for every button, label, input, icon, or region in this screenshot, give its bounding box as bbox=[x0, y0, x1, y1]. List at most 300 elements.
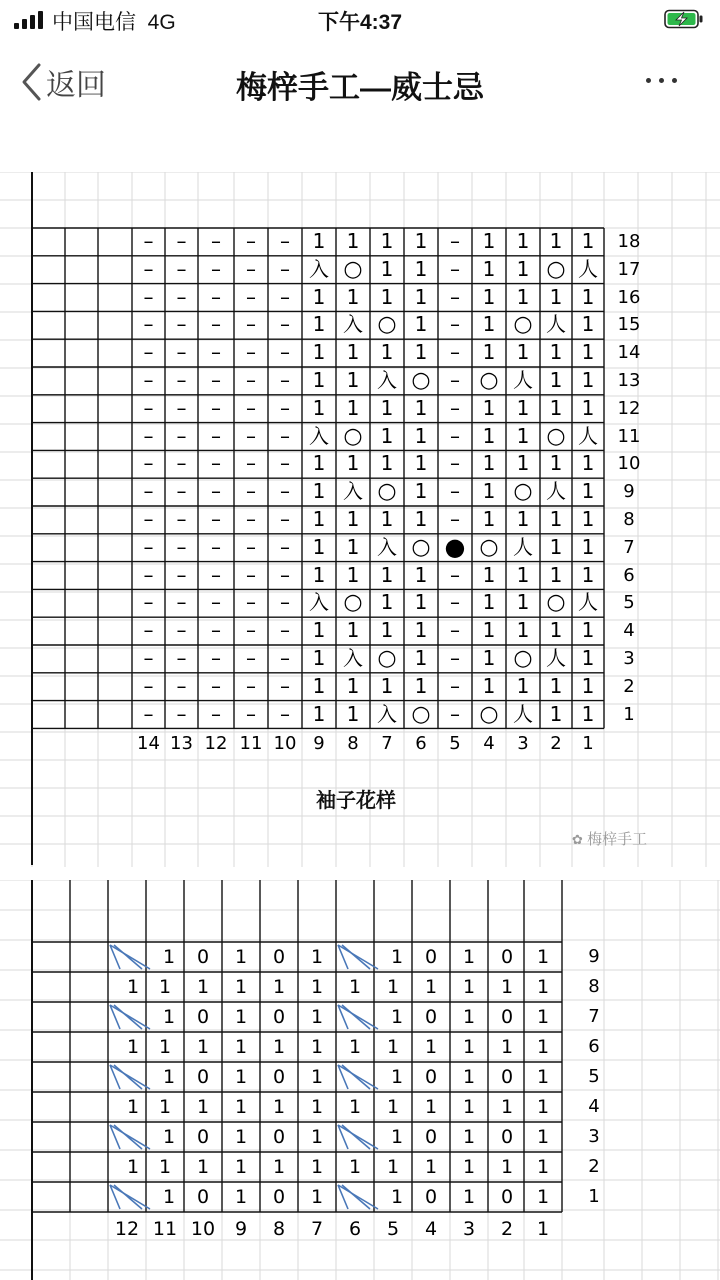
watermark bbox=[572, 828, 647, 849]
purl-symbol: – bbox=[176, 423, 187, 448]
knit-symbol: 1 bbox=[536, 1186, 550, 1208]
purl-symbol: – bbox=[211, 451, 221, 476]
row-number: 3 bbox=[623, 648, 635, 669]
column-number: 1 bbox=[536, 1218, 550, 1240]
purl-symbol: – bbox=[176, 368, 187, 392]
knit-symbol: 1 bbox=[581, 368, 595, 392]
knit-symbol: 1 bbox=[482, 312, 496, 337]
knit-symbol: 1 bbox=[310, 1036, 324, 1058]
back-label: 返回 bbox=[46, 69, 106, 102]
knit-symbol: 1 bbox=[549, 562, 563, 587]
knit-symbol: 1 bbox=[346, 451, 360, 476]
cable-cross-symbol bbox=[110, 1125, 150, 1149]
knit-symbol: 1 bbox=[581, 340, 595, 365]
knit-symbol: 1 bbox=[380, 284, 394, 309]
purl-symbol: – bbox=[280, 479, 290, 504]
purl-symbol: – bbox=[450, 590, 460, 615]
column-number: 14 bbox=[137, 733, 160, 755]
knit-symbol: 1 bbox=[158, 976, 172, 998]
knit-symbol: 1 bbox=[310, 1066, 324, 1088]
purl-symbol: – bbox=[143, 229, 154, 253]
decrease-symbol: 人 bbox=[513, 534, 533, 559]
knit-symbol: 1 bbox=[482, 284, 496, 309]
column-number: 9 bbox=[313, 733, 325, 755]
page-title: 梅梓手工—威士忌 bbox=[236, 70, 484, 105]
decrease-symbol: 入 bbox=[309, 423, 329, 448]
decrease-symbol: 人 bbox=[578, 256, 598, 281]
knit-symbol: 1 bbox=[390, 1186, 404, 1208]
purl-symbol: – bbox=[246, 451, 256, 476]
knit-symbol: 1 bbox=[310, 1006, 324, 1028]
knit-symbol: 1 bbox=[158, 1156, 172, 1178]
row-number: 8 bbox=[623, 509, 635, 530]
purl-symbol: 0 bbox=[196, 1006, 210, 1028]
knit-symbol: 1 bbox=[162, 1126, 176, 1148]
knit-symbol: 1 bbox=[414, 395, 428, 420]
knit-symbol: 1 bbox=[310, 1186, 324, 1208]
knit-symbol: 1 bbox=[162, 1006, 176, 1028]
knit-symbol: 1 bbox=[462, 1096, 476, 1118]
purl-symbol: – bbox=[211, 284, 221, 309]
knit-symbol: 1 bbox=[234, 1006, 248, 1028]
purl-symbol: – bbox=[211, 507, 221, 531]
knit-symbol: 1 bbox=[346, 534, 360, 559]
yarn-over-symbol: ○ bbox=[343, 423, 363, 449]
purl-symbol: – bbox=[211, 256, 221, 281]
knit-symbol: 1 bbox=[380, 423, 394, 448]
knit-symbol: 1 bbox=[414, 284, 428, 309]
column-number: 6 bbox=[348, 1218, 362, 1240]
knit-symbol: 1 bbox=[196, 1036, 210, 1058]
yarn-over-symbol: ○ bbox=[343, 590, 363, 616]
knit-symbol: 1 bbox=[581, 479, 595, 504]
knit-symbol: 1 bbox=[234, 1066, 248, 1088]
purl-symbol: – bbox=[246, 284, 256, 309]
decrease-symbol: 人 bbox=[578, 423, 598, 448]
row-number: 9 bbox=[588, 946, 600, 967]
purl-symbol: – bbox=[143, 646, 154, 670]
purl-symbol: – bbox=[280, 229, 290, 253]
purl-symbol: – bbox=[246, 479, 256, 504]
knit-symbol: 1 bbox=[482, 340, 496, 365]
decrease-symbol: 人 bbox=[546, 312, 566, 337]
cable-cross-symbol bbox=[110, 945, 150, 969]
knit-symbol: 1 bbox=[346, 701, 360, 726]
knit-symbol: 1 bbox=[516, 229, 530, 253]
knit-symbol: 1 bbox=[312, 340, 326, 365]
purl-symbol: – bbox=[143, 507, 154, 531]
purl-symbol: – bbox=[280, 562, 290, 587]
purl-symbol: – bbox=[450, 395, 460, 420]
knit-symbol: 1 bbox=[549, 368, 563, 392]
knit-symbol: 1 bbox=[312, 229, 326, 253]
knit-symbol: 1 bbox=[234, 1096, 248, 1118]
row-number: 15 bbox=[617, 314, 641, 336]
purl-symbol: 0 bbox=[196, 1186, 210, 1208]
knit-symbol: 1 bbox=[482, 256, 496, 281]
knit-symbol: 1 bbox=[516, 618, 530, 643]
knit-symbol: 1 bbox=[380, 229, 394, 253]
purl-symbol: – bbox=[280, 618, 290, 643]
knit-symbol: 1 bbox=[500, 1036, 514, 1058]
purl-symbol: – bbox=[143, 562, 154, 587]
knit-symbol: 1 bbox=[346, 673, 360, 698]
knit-symbol: 1 bbox=[312, 673, 326, 698]
decrease-symbol: 人 bbox=[578, 590, 598, 615]
knit-symbol: 1 bbox=[482, 646, 496, 670]
purl-symbol: – bbox=[246, 562, 256, 587]
purl-symbol: – bbox=[450, 673, 460, 698]
row-number: 4 bbox=[623, 620, 635, 642]
yarn-over-symbol: ○ bbox=[546, 423, 566, 449]
knit-symbol: 1 bbox=[380, 256, 394, 281]
decrease-symbol: 入 bbox=[343, 646, 363, 670]
column-number: 10 bbox=[273, 733, 297, 755]
purl-symbol: – bbox=[143, 479, 154, 504]
knit-symbol: 1 bbox=[312, 451, 326, 476]
purl-symbol: – bbox=[176, 340, 187, 365]
purl-symbol: 0 bbox=[272, 1066, 286, 1088]
more-dots-icon[interactable] bbox=[640, 66, 684, 96]
knit-symbol: 1 bbox=[312, 395, 326, 420]
knit-symbol: 1 bbox=[312, 507, 326, 531]
yarn-over-symbol: ○ bbox=[513, 646, 533, 671]
purl-symbol: 0 bbox=[196, 1126, 210, 1148]
purl-symbol: – bbox=[280, 451, 290, 476]
knit-symbol: 1 bbox=[348, 1096, 362, 1118]
knit-symbol: 1 bbox=[462, 1186, 476, 1208]
battery-charging-icon bbox=[664, 9, 704, 29]
knit-symbol: 1 bbox=[424, 1156, 438, 1178]
row-number: 5 bbox=[623, 592, 635, 614]
purl-symbol: – bbox=[143, 284, 154, 309]
purl-symbol: – bbox=[280, 340, 290, 365]
yarn-over-symbol: ○ bbox=[411, 701, 431, 727]
row-number: 11 bbox=[617, 425, 641, 447]
decrease-symbol: 入 bbox=[377, 368, 397, 392]
purl-symbol: – bbox=[450, 340, 460, 365]
column-number: 3 bbox=[462, 1218, 476, 1240]
purl-symbol: – bbox=[176, 590, 187, 615]
knit-symbol: 1 bbox=[549, 534, 563, 559]
knit-symbol: 1 bbox=[581, 507, 595, 531]
knit-symbol: 1 bbox=[549, 340, 563, 365]
knit-symbol: 1 bbox=[126, 1096, 140, 1118]
row-number: 7 bbox=[588, 1006, 600, 1027]
yarn-over-symbol: ○ bbox=[411, 368, 431, 393]
purl-symbol: – bbox=[246, 395, 256, 420]
purl-symbol: 0 bbox=[500, 1066, 514, 1088]
knit-symbol: 1 bbox=[234, 1126, 248, 1148]
knit-symbol: 1 bbox=[346, 340, 360, 365]
column-number: 12 bbox=[114, 1218, 140, 1240]
purl-symbol: – bbox=[176, 507, 187, 531]
purl-symbol: – bbox=[246, 312, 256, 337]
cable-cross-symbol bbox=[338, 1185, 378, 1209]
knit-symbol: 1 bbox=[581, 451, 595, 476]
purl-symbol: – bbox=[143, 618, 154, 643]
knit-symbol: 1 bbox=[536, 1036, 550, 1058]
knit-symbol: 1 bbox=[424, 1096, 438, 1118]
knit-symbol: 1 bbox=[516, 590, 530, 615]
purl-symbol: – bbox=[143, 701, 154, 726]
decrease-symbol: 入 bbox=[309, 590, 329, 615]
knit-symbol: 1 bbox=[414, 256, 428, 281]
yarn-over-symbol: ○ bbox=[411, 534, 431, 560]
knit-symbol: 1 bbox=[516, 423, 530, 448]
yarn-over-symbol: ○ bbox=[479, 701, 499, 727]
purl-symbol: – bbox=[280, 646, 290, 670]
knit-symbol: 1 bbox=[581, 562, 595, 587]
purl-symbol: – bbox=[211, 229, 221, 253]
bobble-symbol: ● bbox=[444, 532, 466, 561]
knit-symbol: 1 bbox=[482, 395, 496, 420]
knit-symbol: 1 bbox=[581, 646, 595, 670]
knit-symbol: 1 bbox=[424, 1036, 438, 1058]
knit-symbol: 1 bbox=[126, 976, 140, 998]
knit-symbol: 1 bbox=[312, 368, 326, 392]
yarn-over-symbol: ○ bbox=[546, 590, 566, 616]
knit-symbol: 1 bbox=[581, 673, 595, 698]
decrease-symbol: 人 bbox=[546, 646, 566, 670]
knit-symbol: 1 bbox=[500, 1156, 514, 1178]
column-number: 8 bbox=[272, 1218, 286, 1240]
decrease-symbol: 人 bbox=[546, 479, 566, 504]
knit-symbol: 1 bbox=[312, 284, 326, 309]
yarn-over-symbol: ○ bbox=[513, 312, 533, 338]
purl-symbol: – bbox=[450, 562, 460, 587]
knit-symbol: 1 bbox=[390, 1066, 404, 1088]
knit-symbol: 1 bbox=[581, 312, 595, 337]
knit-symbol: 1 bbox=[516, 284, 530, 309]
purl-symbol: – bbox=[211, 562, 221, 587]
knit-symbol: 1 bbox=[234, 1036, 248, 1058]
purl-symbol: 0 bbox=[424, 1126, 438, 1148]
yarn-over-symbol: ○ bbox=[479, 534, 499, 560]
knit-symbol: 1 bbox=[516, 673, 530, 698]
knit-symbol: 1 bbox=[482, 562, 496, 587]
purl-symbol: 0 bbox=[424, 946, 438, 968]
purl-symbol: – bbox=[176, 701, 187, 726]
knit-symbol: 1 bbox=[234, 1186, 248, 1208]
column-number: 4 bbox=[483, 733, 495, 755]
knit-symbol: 1 bbox=[386, 976, 400, 998]
purl-symbol: 0 bbox=[424, 1006, 438, 1028]
decrease-symbol: 人 bbox=[513, 368, 533, 392]
purl-symbol: – bbox=[211, 312, 221, 337]
knit-symbol: 1 bbox=[414, 229, 428, 253]
purl-symbol: 0 bbox=[500, 1126, 514, 1148]
knit-symbol: 1 bbox=[312, 479, 326, 504]
column-number: 7 bbox=[310, 1218, 324, 1240]
knit-symbol: 1 bbox=[346, 562, 360, 587]
knit-symbol: 1 bbox=[516, 340, 530, 365]
knit-symbol: 1 bbox=[462, 976, 476, 998]
purl-symbol: – bbox=[211, 340, 221, 365]
knit-symbol: 1 bbox=[158, 1036, 172, 1058]
knit-symbol: 1 bbox=[414, 618, 428, 643]
cable-cross-symbol bbox=[110, 1185, 150, 1209]
purl-symbol: – bbox=[450, 312, 460, 337]
purl-symbol: – bbox=[280, 534, 290, 559]
knit-symbol: 1 bbox=[549, 618, 563, 643]
knit-symbol: 1 bbox=[536, 976, 550, 998]
knit-symbol: 1 bbox=[346, 229, 360, 253]
knit-symbol: 1 bbox=[549, 451, 563, 476]
purl-symbol: – bbox=[450, 646, 460, 670]
knit-symbol: 1 bbox=[126, 1036, 140, 1058]
column-number: 11 bbox=[239, 733, 263, 755]
purl-symbol: 0 bbox=[272, 1186, 286, 1208]
knit-symbol: 1 bbox=[272, 1156, 286, 1178]
knit-symbol: 1 bbox=[196, 1096, 210, 1118]
purl-symbol: – bbox=[211, 423, 221, 448]
knit-symbol: 1 bbox=[380, 673, 394, 698]
column-number: 9 bbox=[234, 1218, 248, 1240]
column-number: 5 bbox=[449, 733, 461, 755]
purl-symbol: – bbox=[211, 646, 221, 670]
knit-symbol: 1 bbox=[549, 701, 563, 726]
knit-symbol: 1 bbox=[346, 368, 360, 392]
row-number: 1 bbox=[623, 703, 635, 725]
purl-symbol: – bbox=[176, 646, 187, 670]
knit-symbol: 1 bbox=[581, 534, 595, 559]
yarn-over-symbol: ○ bbox=[377, 479, 397, 505]
knit-symbol: 1 bbox=[536, 1126, 550, 1148]
knit-symbol: 1 bbox=[516, 451, 530, 476]
purl-symbol: – bbox=[280, 256, 290, 281]
knit-symbol: 1 bbox=[414, 423, 428, 448]
nav-bar bbox=[0, 40, 720, 124]
knit-symbol: 1 bbox=[581, 701, 595, 726]
knit-symbol: 1 bbox=[386, 1156, 400, 1178]
decrease-symbol: 入 bbox=[309, 256, 329, 281]
knit-symbol: 1 bbox=[549, 395, 563, 420]
knit-symbol: 1 bbox=[581, 395, 595, 420]
column-number: 5 bbox=[386, 1218, 400, 1240]
row-number: 4 bbox=[588, 1096, 600, 1117]
knit-symbol: 1 bbox=[162, 946, 176, 968]
row-number: 5 bbox=[588, 1066, 600, 1087]
purl-symbol: – bbox=[176, 479, 187, 504]
knit-symbol: 1 bbox=[380, 590, 394, 615]
row-number: 6 bbox=[623, 564, 635, 586]
purl-symbol: – bbox=[246, 534, 256, 559]
purl-symbol: – bbox=[176, 673, 187, 698]
knit-symbol: 1 bbox=[462, 1066, 476, 1088]
purl-symbol: 0 bbox=[196, 1066, 210, 1088]
purl-symbol: – bbox=[246, 673, 256, 698]
knit-symbol: 1 bbox=[536, 1066, 550, 1088]
purl-symbol: – bbox=[450, 368, 460, 392]
purl-symbol: – bbox=[211, 673, 221, 698]
column-number: 7 bbox=[381, 733, 393, 755]
cable-cross-symbol bbox=[110, 1005, 150, 1029]
purl-symbol: 0 bbox=[500, 1186, 514, 1208]
purl-symbol: – bbox=[280, 368, 290, 392]
row-number: 2 bbox=[623, 675, 635, 697]
purl-symbol: – bbox=[143, 256, 154, 281]
knit-symbol: 1 bbox=[380, 507, 394, 531]
knit-symbol: 1 bbox=[312, 701, 326, 726]
knit-symbol: 1 bbox=[536, 1156, 550, 1178]
knit-symbol: 1 bbox=[462, 1006, 476, 1028]
column-number: 11 bbox=[152, 1218, 178, 1240]
watermark-text: 梅梓手工 bbox=[587, 831, 648, 848]
knit-symbol: 1 bbox=[414, 590, 428, 615]
purl-symbol: – bbox=[143, 451, 154, 476]
column-number: 13 bbox=[170, 733, 193, 755]
knit-symbol: 1 bbox=[162, 1066, 176, 1088]
purl-symbol: – bbox=[246, 507, 256, 531]
knit-symbol: 1 bbox=[390, 946, 404, 968]
knit-symbol: 1 bbox=[126, 1156, 140, 1178]
knit-symbol: 1 bbox=[310, 1126, 324, 1148]
knit-symbol: 1 bbox=[536, 946, 550, 968]
purl-symbol: – bbox=[143, 368, 154, 392]
row-number: 8 bbox=[588, 976, 600, 997]
knit-symbol: 1 bbox=[414, 479, 428, 504]
purl-symbol: – bbox=[450, 284, 460, 309]
knit-symbol: 1 bbox=[482, 507, 496, 531]
decrease-symbol: 入 bbox=[377, 534, 397, 559]
row-number: 18 bbox=[617, 231, 641, 252]
knit-symbol: 1 bbox=[348, 976, 362, 998]
cable-cross-symbol bbox=[338, 945, 378, 969]
purl-symbol: – bbox=[211, 618, 221, 643]
knit-symbol: 1 bbox=[310, 946, 324, 968]
row-number: 13 bbox=[617, 370, 641, 391]
purl-symbol: – bbox=[280, 284, 290, 309]
knit-symbol: 1 bbox=[386, 1036, 400, 1058]
row-number: 3 bbox=[588, 1126, 600, 1147]
purl-symbol: – bbox=[143, 534, 154, 559]
knit-symbol: 1 bbox=[516, 562, 530, 587]
purl-symbol: 0 bbox=[272, 946, 286, 968]
purl-symbol: – bbox=[176, 395, 187, 420]
purl-symbol: 0 bbox=[196, 946, 210, 968]
purl-symbol: – bbox=[450, 507, 460, 531]
row-number: 10 bbox=[617, 453, 641, 475]
row-number: 14 bbox=[617, 342, 641, 364]
purl-symbol: – bbox=[246, 646, 256, 670]
cable-cross-symbol bbox=[110, 1065, 150, 1089]
knit-symbol: 1 bbox=[312, 534, 326, 559]
purl-symbol: – bbox=[246, 229, 256, 253]
network-type: 4G bbox=[147, 11, 176, 34]
purl-symbol: – bbox=[143, 423, 154, 448]
knit-symbol: 1 bbox=[414, 312, 428, 337]
knit-symbol: 1 bbox=[196, 976, 210, 998]
purl-symbol: – bbox=[176, 229, 187, 253]
knit-symbol: 1 bbox=[516, 507, 530, 531]
purl-symbol: 0 bbox=[424, 1186, 438, 1208]
knit-symbol: 1 bbox=[346, 507, 360, 531]
status-bar bbox=[0, 0, 720, 40]
knit-symbol: 1 bbox=[536, 1096, 550, 1118]
knit-symbol: 1 bbox=[414, 451, 428, 476]
knit-symbol: 1 bbox=[310, 976, 324, 998]
row-number: 9 bbox=[623, 481, 635, 503]
knit-symbol: 1 bbox=[536, 1006, 550, 1028]
knit-symbol: 1 bbox=[310, 1096, 324, 1118]
purl-symbol: 0 bbox=[500, 1006, 514, 1028]
purl-symbol: – bbox=[176, 534, 187, 559]
knit-symbol: 1 bbox=[462, 946, 476, 968]
purl-symbol: – bbox=[246, 618, 256, 643]
purl-symbol: 0 bbox=[272, 1006, 286, 1028]
yarn-over-symbol: ○ bbox=[343, 256, 363, 282]
